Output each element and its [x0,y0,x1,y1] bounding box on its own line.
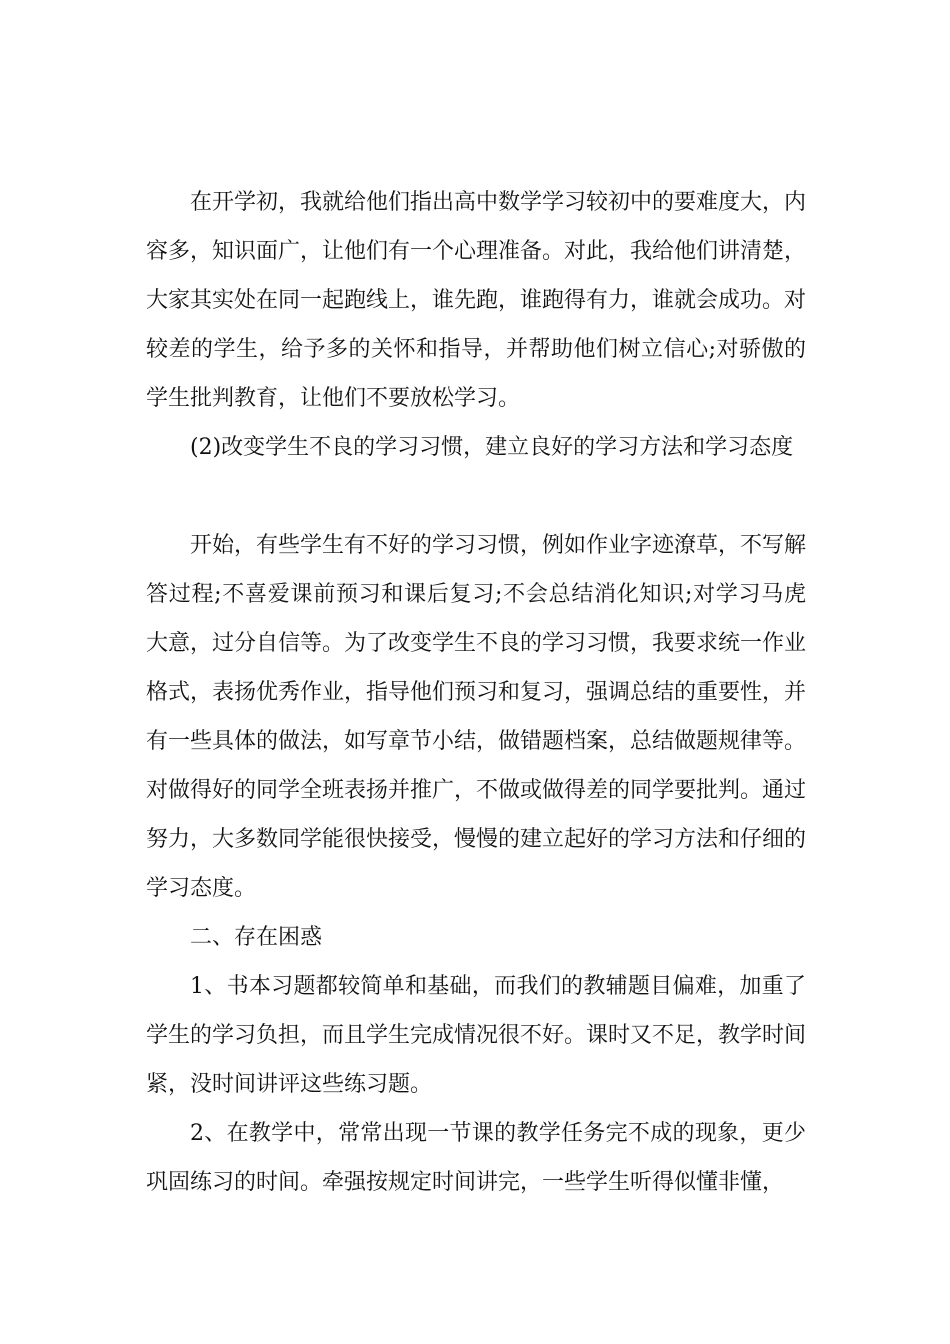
subheading-study-habits: (2)改变学生不良的学习习惯，建立良好的学习方法和学习态度 [190,435,794,460]
paragraph-confusion-1: 1、书本习题都较简单和基础，而我们的教辅题目偏难，加重了学生的学习负担，而且学生完成情况很不好。课时又不足，教学时间紧，没时间讲评这些练习题。 [146,974,807,1097]
paragraph-opening-guidance: 在开学初，我就给他们指出高中数学学习较初中的要难度大，内容多，知识面广，让他们有一个心理准备。对此，我给他们讲清楚，大家其实处在同一起跑线上，谁先跑，谁跑得有力，谁就会成功。对较差的学生，给予多的关怀和指导，并帮助他们树立信心;对骄傲的学生批判教育，让他们不要放松学习。 [146,190,807,411]
section-heading-confusions: 二、存在困惑 [190,925,323,950]
paragraph-confusion-2: 2、在教学中，常常出现一节课的教学任务完不成的现象，更少巩固练习的时间。牵强按规定时间讲完，一些学生听得似懂非懂， [146,1121,806,1195]
document-body [146,178,806,1207]
paragraph-study-habits: 开始，有些学生有不好的学习习惯，例如作业字迹潦草，不写解答过程;不喜爱课前预习和课后复习;不会总结消化知识;对学习马虎大意，过分自信等。为了改变学生不良的学习习惯，我要求统一作业格式，表扬优秀作业，指导他们预习和复习，强调总结的重要性，并有一些具体的做法，如写章节小结，做错题档案，总结做题规律等。对做得好的同学全班表扬并推广，不做或做得差的同学要批判。通过努力，大多数同学能很快接受，慢慢的建立起好的学习方法和仔细的学习态度。 [146,533,807,901]
